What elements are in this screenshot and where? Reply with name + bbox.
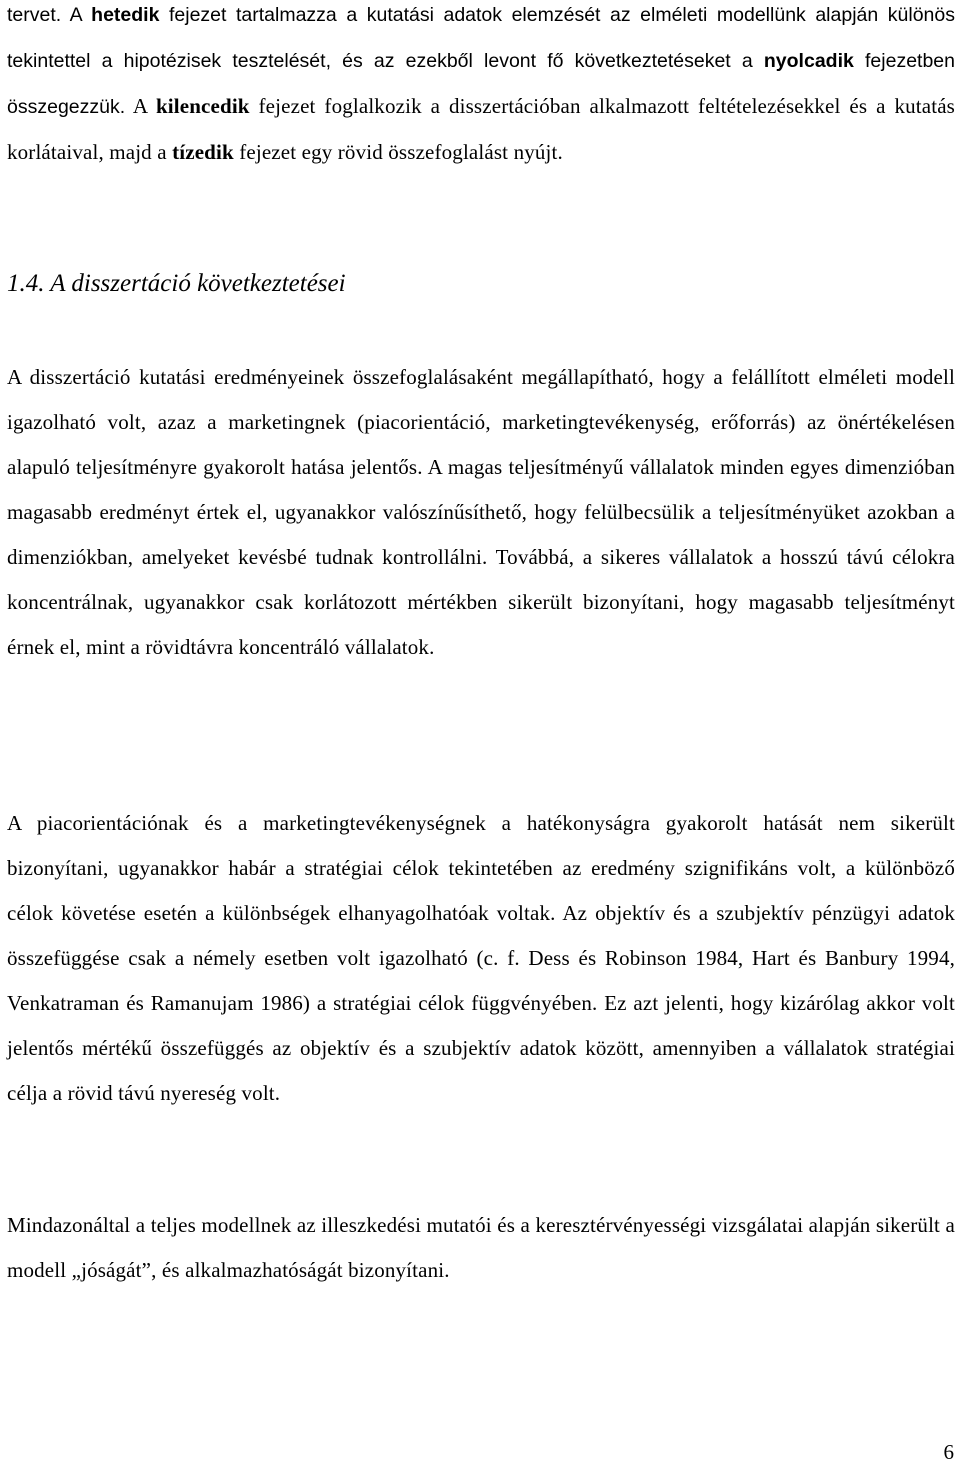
intro-bold-hetedik: hetedik — [91, 4, 160, 26]
intro-text-1a: tervet. A — [7, 4, 92, 26]
intro-text-2e: fejezet egy rövid összefoglalást nyújt. — [233, 140, 563, 164]
section-heading: 1.4. A disszertáció következtetései — [7, 270, 346, 297]
conclusions-paragraph-2 — [7, 801, 955, 1116]
p1-text-b: A magas teljesítményű vállalatok minden egyes dimenzióban magasabb eredményt értek el, ugyanakkor valószínűsíthető, hogy felülbecsülik a teljesítményüket azokban a dimenziókban, amelyeket kevésbé tudnak kontrollálni. — [7, 455, 955, 569]
p1-text-c: Továbbá, a sikeres vállalatok a hosszú távú célokra koncentrálnak, ugyanakkor csak korlátozott mértékben sikerült bizonyítani, hogy magasabb teljesítményt érnek el, mint a rövidtávra koncentráló vállalatok. — [7, 545, 955, 659]
intro-text-1e: fejezetben összegezzük. — [7, 50, 955, 118]
intro-text-2c: fejezet foglalkozik a disszertációban alkalmazott feltételezésekkel és a kutatás korlátaival, majd a — [7, 94, 955, 164]
conclusions-paragraph-3: Mindazonáltal a teljes modellnek az illeszkedési mutatói és a keresztérvényességi vizsgálatai alapján sikerült a modell „jóságát”, és alkalmazhatóságát bizonyítani. — [7, 1213, 955, 1282]
page-number: 6 — [943, 1440, 954, 1464]
p1-text-a: A disszertáció kutatási eredményeinek összefoglalásaként megállapítható, hogy a felállított elméleti modell igazolható volt, azaz a marketingnek (piacorientáció, marketingtevékenység, erőforrás) az önértékelésen alapuló teljesítményre gyakorolt hatása jelentős. — [7, 365, 955, 479]
intro-bold-nyolcadik: nyolcadik — [763, 50, 854, 72]
p2-text-c: Ez azt jelenti, hogy kizárólag akkor volt jelentős mértékű összefüggés az objektív és a szubjektív adatok között, amennyiben a vállalatok stratégiai célja a rövid távú nyereség volt. — [7, 991, 955, 1105]
intro-bold-tizedik: tízedik — [172, 140, 234, 164]
intro-text-2a: A — [125, 94, 156, 118]
p2-text-b: Az objektív és a szubjektív pénzügyi adatok összefüggése csak a némely esetben volt igazolható (c. f. Dess és Robinson 1984, Hart és Banbury 1994, Venkatraman és Ramanujam 1986) a stratégiai célok függvényében. — [7, 901, 955, 1015]
intro-text-1c: fejezet tartalmazza a kutatási adatok elemzését az elméleti modellünk alapján különös tekintettel a hipotézisek tesztelését, és az ezekből levont fő következtetéseket a — [7, 4, 955, 72]
intro-bold-kilencedik: kilencedik — [155, 94, 250, 118]
intro-paragraph — [7, 0, 955, 175]
conclusions-paragraph-1 — [7, 355, 955, 670]
p2-text-a: A piacorientációnak és a marketingtevékenységnek a hatékonyságra gyakorolt hatását nem sikerült bizonyítani, ugyanakkor habár a stratégiai célok tekintetében az eredmény szignifikáns volt, a különböző célok követése esetén a különbségek elhanyagolhatóak voltak. — [7, 811, 955, 925]
